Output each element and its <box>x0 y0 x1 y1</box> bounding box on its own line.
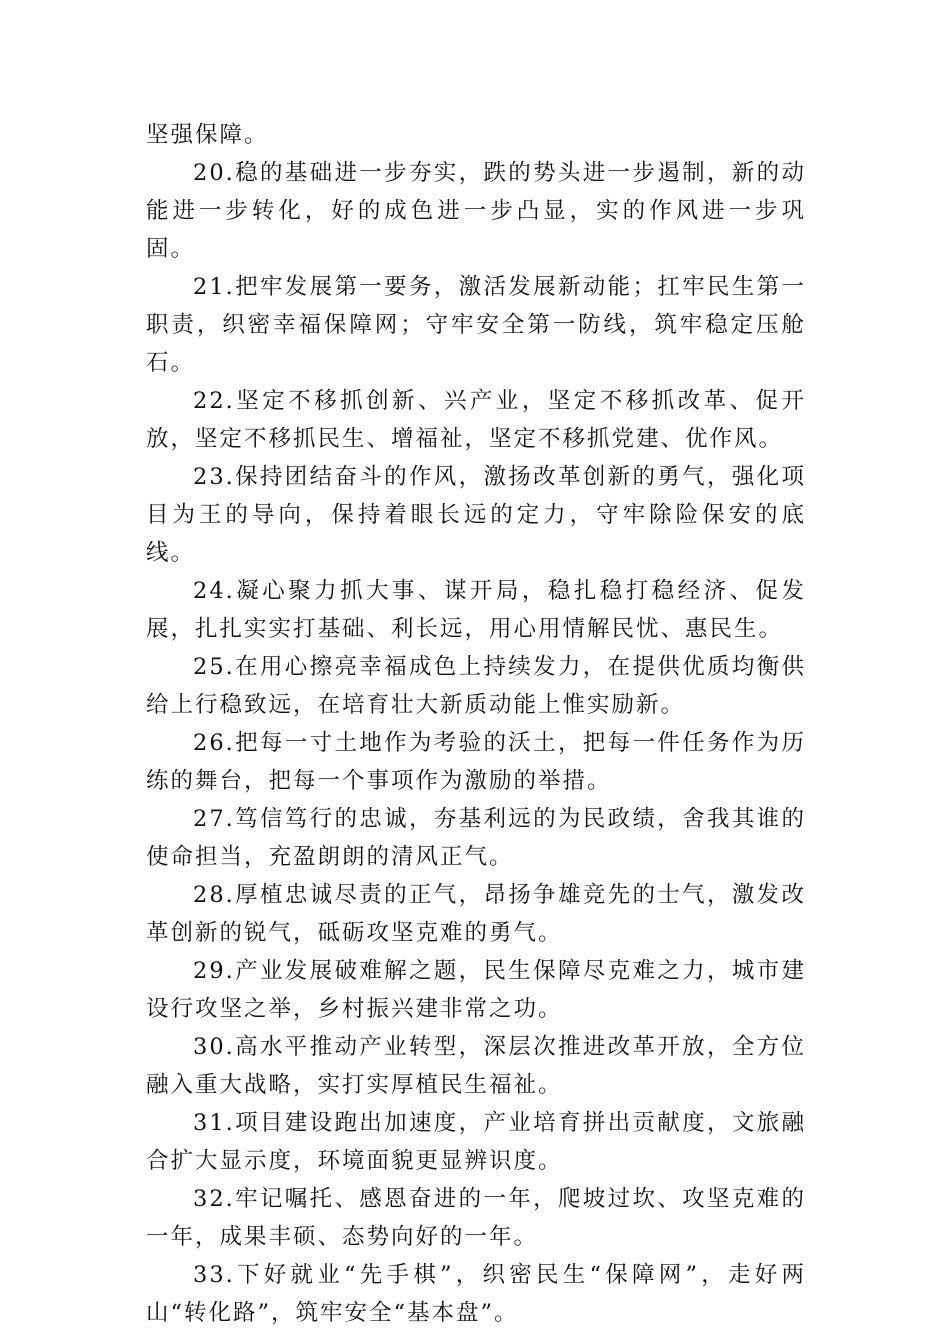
paragraph-item-25: 25.在用心擦亮幸福成色上持续发力，在提供优质均衡供给上行稳致远，在培育壮大新质动能上惟实励新。 <box>146 654 806 718</box>
paragraph-item-22: 22.坚定不移抓创新、兴产业，坚定不移抓改革、促开放，坚定不移抓民生、增福祉，坚定不移抓党建、优作风。 <box>146 388 806 452</box>
paragraph-item-21: 21.把牢发展第一要务，激活发展新动能；扛牢民生第一职责，织密幸福保障网；守牢安全第一防线，筑牢稳定压舱石。 <box>146 274 806 376</box>
paragraph-item-24: 24.凝心聚力抓大事、谋开局，稳扎稳打稳经济、促发展，扎扎实实打基础、利长远，用心用情解民忧、惠民生。 <box>146 578 806 642</box>
paragraph-item-33: 33.下好就业“先手棋”，织密民生“保障网”，走好两山“转化路”，筑牢安全“基本盘”。 <box>146 1262 806 1326</box>
paragraph-item-26: 26.把每一寸土地作为考验的沃土，把每一件任务作为历练的舞台，把每一个事项作为激励的举措。 <box>146 730 806 794</box>
paragraph-item-23: 23.保持团结奋斗的作风，激扬改革创新的勇气，强化项目为王的导向，保持着眼长远的定力，守牢除险保安的底线。 <box>146 464 806 566</box>
paragraph-continuation: 坚强保障。 <box>146 122 269 148</box>
paragraph-item-27: 27.笃信笃行的忠诚，夯基利远的为民政绩，舍我其谁的使命担当，充盈朗朗的清风正气。 <box>146 806 806 870</box>
paragraph-item-20: 20.稳的基础进一步夯实，跌的势头进一步遏制，新的动能进一步转化，好的成色进一步凸显，实的作风进一步巩固。 <box>146 160 806 262</box>
document-page <box>146 116 806 1332</box>
paragraph-item-28: 28.厚植忠诚尽责的正气，昂扬争雄竞先的士气，激发改革创新的锐气，砥砺攻坚克难的勇气。 <box>146 882 806 946</box>
paragraph-item-29: 29.产业发展破难解之题，民生保障尽克难之力，城市建设行攻坚之举，乡村振兴建非常之功。 <box>146 958 806 1022</box>
paragraph-item-32: 32.牢记嘱托、感恩奋进的一年，爬坡过坎、攻坚克难的一年，成果丰硕、态势向好的一年。 <box>146 1186 806 1250</box>
paragraph-item-30: 30.高水平推动产业转型，深层次推进改革开放，全方位融入重大战略，实打实厚植民生福祉。 <box>146 1034 806 1098</box>
paragraph-item-31: 31.项目建设跑出加速度，产业培育拼出贡献度，文旅融合扩大显示度，环境面貌更显辨识度。 <box>146 1110 806 1174</box>
